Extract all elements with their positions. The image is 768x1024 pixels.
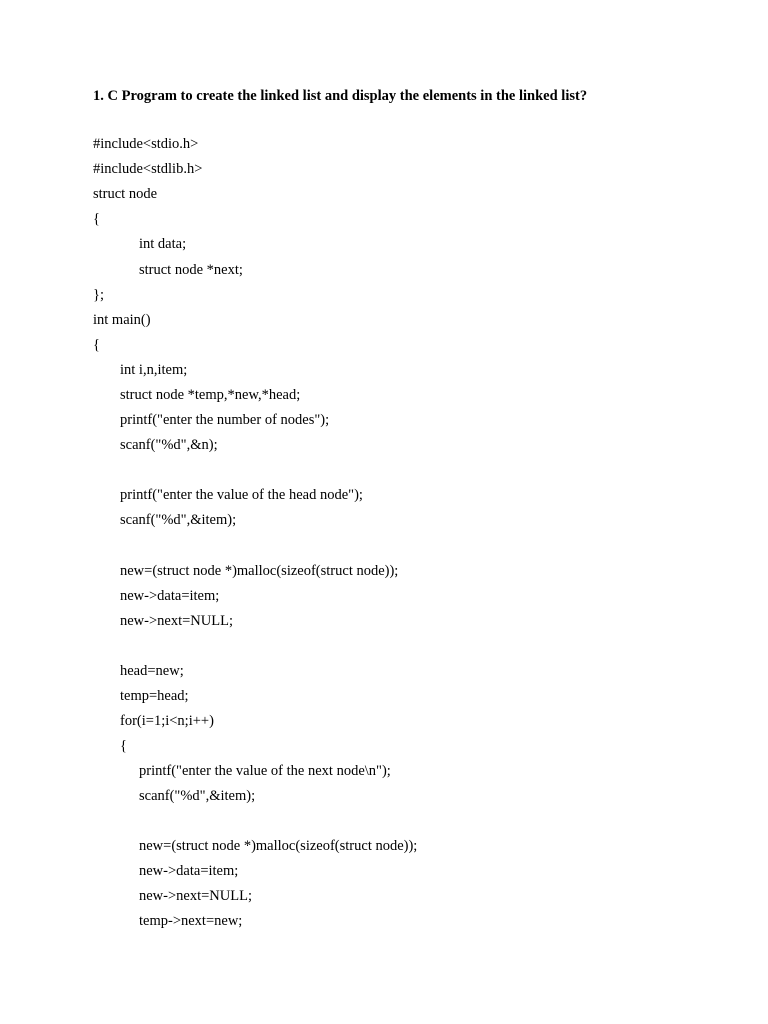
code-line: int i,n,item; [120, 362, 188, 378]
code-line: { [93, 211, 100, 227]
code-line: printf("enter the value of the next node\n"); [139, 763, 391, 779]
code-line: #include<stdlib.h> [93, 161, 203, 177]
code-line: printf("enter the number of nodes"); [120, 412, 330, 428]
code-line: scanf("%d",&item); [139, 788, 256, 804]
code-line: new->data=item; [120, 588, 220, 604]
code-line: new->next=NULL; [120, 613, 233, 629]
code-line: struct node [93, 186, 158, 202]
code-line: new->data=item; [139, 863, 239, 879]
code-line: for(i=1;i<n;i++) [120, 713, 214, 729]
code-line: struct node *temp,*new,*head; [120, 387, 301, 403]
code-line: struct node *next; [139, 262, 243, 278]
code-line: scanf("%d",&item); [120, 512, 237, 528]
code-line: scanf("%d",&n); [120, 437, 218, 453]
code-line: int data; [139, 236, 187, 252]
code-line: new=(struct node *)malloc(sizeof(struct node)); [120, 563, 399, 579]
page-title: 1. C Program to create the linked list and display the elements in the linked list? [93, 88, 588, 104]
code-line: { [120, 738, 127, 754]
code-line: { [93, 337, 100, 353]
code-line: #include<stdio.h> [93, 136, 199, 152]
code-line: head=new; [120, 663, 184, 679]
code-line: new->next=NULL; [139, 888, 252, 904]
code-line: new=(struct node *)malloc(sizeof(struct node)); [139, 838, 418, 854]
code-line: temp=head; [120, 688, 189, 704]
code-line: }; [93, 287, 104, 303]
code-line: int main() [93, 312, 151, 328]
code-line: temp->next=new; [139, 913, 243, 929]
code-line: printf("enter the value of the head node"); [120, 487, 363, 503]
